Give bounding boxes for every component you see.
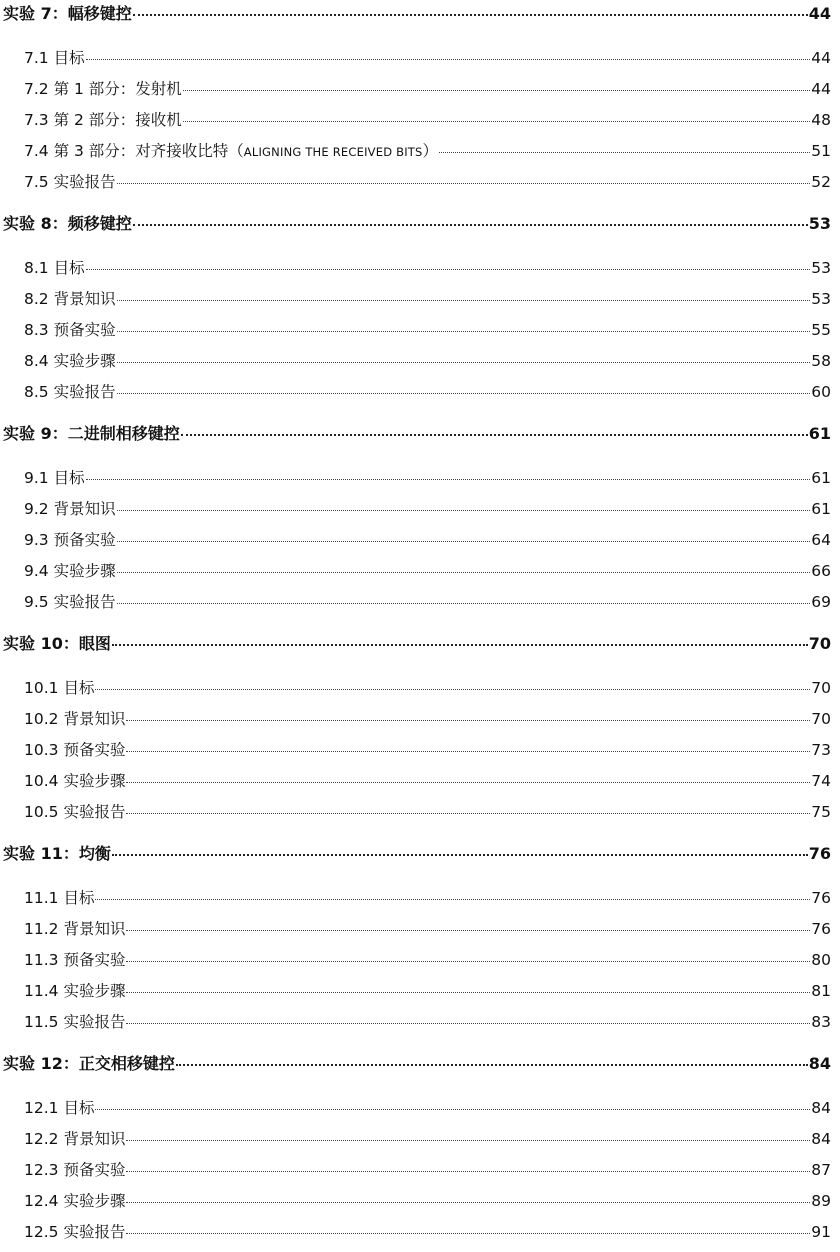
section-title: 12.1 目标 xyxy=(24,1099,95,1117)
section-entry[interactable] xyxy=(24,380,831,402)
dot-leader xyxy=(117,331,811,332)
section-title: 10.4 实验步骤 xyxy=(24,772,126,790)
page-number: 84 xyxy=(811,1099,831,1117)
section-entry[interactable] xyxy=(24,77,831,99)
dot-leader xyxy=(126,992,810,993)
section-title: 12.4 实验步骤 xyxy=(24,1192,126,1210)
page-number: 64 xyxy=(811,531,831,549)
section-entry[interactable] xyxy=(24,466,831,488)
page-number: 48 xyxy=(811,111,831,129)
dot-leader xyxy=(126,720,810,721)
chapter-title: 实验 8：频移键控 xyxy=(3,214,132,233)
section-title: 11.4 实验步骤 xyxy=(24,982,126,1000)
section-title: 9.2 背景知识 xyxy=(24,500,116,518)
chapter-entry[interactable] xyxy=(3,211,831,234)
page-number: 91 xyxy=(811,1223,831,1241)
section-entry[interactable] xyxy=(24,559,831,581)
chapter-title: 实验 9：二进制相移键控 xyxy=(3,424,180,443)
page-number: 89 xyxy=(811,1192,831,1210)
section-entry[interactable] xyxy=(24,1010,831,1032)
section-title: 9.3 预备实验 xyxy=(24,531,116,549)
section-title: 8.4 实验步骤 xyxy=(24,352,116,370)
section-entry[interactable] xyxy=(24,979,831,1001)
chapter-entry[interactable] xyxy=(3,421,831,444)
section-entry[interactable] xyxy=(24,46,831,68)
page-number: 75 xyxy=(811,803,831,821)
section-title: 7.3 第 2 部分：接收机 xyxy=(24,111,182,129)
section-entry[interactable] xyxy=(24,800,831,822)
chapter-title: 实验 12：正交相移键控 xyxy=(3,1054,175,1073)
page-number: 66 xyxy=(811,562,831,580)
section-entry[interactable] xyxy=(24,1127,831,1149)
dot-leader xyxy=(126,1171,810,1172)
section-title: 11.3 预备实验 xyxy=(24,951,126,969)
dot-leader xyxy=(126,1023,810,1024)
section-entry[interactable] xyxy=(24,287,831,309)
section-entry[interactable] xyxy=(24,1220,831,1242)
section-entry[interactable] xyxy=(24,948,831,970)
section-entry[interactable] xyxy=(24,108,831,130)
page-number: 44 xyxy=(811,80,831,98)
chapter-title: 实验 7：幅移键控 xyxy=(3,4,132,23)
section-title: 7.5 实验报告 xyxy=(24,173,116,191)
section-entry[interactable] xyxy=(24,738,831,760)
dot-leader xyxy=(117,541,811,542)
page-number: 51 xyxy=(811,142,831,160)
dot-leader xyxy=(183,90,810,91)
page-number: 69 xyxy=(811,593,831,611)
section-entry[interactable] xyxy=(24,528,831,550)
dot-leader xyxy=(183,121,810,122)
chapter-entry[interactable] xyxy=(3,1051,831,1074)
page-number: 83 xyxy=(811,1013,831,1031)
section-title: 12.2 背景知识 xyxy=(24,1130,126,1148)
page-number: 84 xyxy=(808,1054,831,1073)
dot-leader xyxy=(86,269,811,270)
page-number: 55 xyxy=(811,321,831,339)
section-entry[interactable] xyxy=(24,497,831,519)
page-number: 53 xyxy=(811,259,831,277)
page-number: 44 xyxy=(811,49,831,67)
dot-leader xyxy=(126,1233,810,1234)
chapter-entry[interactable] xyxy=(3,841,831,864)
section-title: 10.3 预备实验 xyxy=(24,741,126,759)
chapter-title: 实验 10：眼图 xyxy=(3,634,111,653)
dot-leader xyxy=(117,300,811,301)
page-number: 61 xyxy=(811,500,831,518)
section-entry[interactable] xyxy=(24,1158,831,1180)
page-number: 74 xyxy=(811,772,831,790)
section-entry[interactable] xyxy=(24,256,831,278)
page-number: 58 xyxy=(811,352,831,370)
page-number: 84 xyxy=(811,1130,831,1148)
section-title: 11.2 背景知识 xyxy=(24,920,126,938)
section-entry[interactable] xyxy=(24,318,831,340)
page-number: 76 xyxy=(811,889,831,907)
section-entry[interactable] xyxy=(24,707,831,729)
page-number: 61 xyxy=(808,424,831,443)
dot-leader xyxy=(95,899,810,900)
section-title: 12.5 实验报告 xyxy=(24,1223,126,1241)
section-entry[interactable] xyxy=(24,917,831,939)
section-title: 9.4 实验步骤 xyxy=(24,562,116,580)
dot-leader xyxy=(126,1140,810,1141)
page-number: 52 xyxy=(811,173,831,191)
section-entry[interactable] xyxy=(24,349,831,371)
dot-leader xyxy=(176,1064,808,1066)
page-number: 76 xyxy=(808,844,831,863)
dot-leader xyxy=(126,782,810,783)
dot-leader xyxy=(117,603,811,604)
page-number: 53 xyxy=(808,214,831,233)
page-number: 76 xyxy=(811,920,831,938)
chapter-entry[interactable] xyxy=(3,1,831,24)
section-title: 11.1 目标 xyxy=(24,889,95,907)
dot-leader xyxy=(117,183,811,184)
section-title: 8.3 预备实验 xyxy=(24,321,116,339)
page-number: 70 xyxy=(808,634,831,653)
section-entry[interactable] xyxy=(24,1189,831,1211)
dot-leader xyxy=(117,572,811,573)
section-title: 10.1 目标 xyxy=(24,679,95,697)
dot-leader xyxy=(126,930,810,931)
section-entry[interactable] xyxy=(24,886,831,908)
dot-leader xyxy=(439,152,810,153)
dot-leader xyxy=(86,59,811,60)
chapter-title: 实验 11：均衡 xyxy=(3,844,111,863)
section-entry[interactable] xyxy=(24,139,831,161)
page-number: 73 xyxy=(811,741,831,759)
section-title: 7.2 第 1 部分：发射机 xyxy=(24,80,182,98)
section-title: 8.1 目标 xyxy=(24,259,85,277)
page-number: 60 xyxy=(811,383,831,401)
page-number: 87 xyxy=(811,1161,831,1179)
dot-leader xyxy=(86,479,811,480)
section-title: 7.1 目标 xyxy=(24,49,85,67)
dot-leader xyxy=(117,362,811,363)
dot-leader xyxy=(181,434,808,436)
section-title: 10.2 背景知识 xyxy=(24,710,126,728)
dot-leader xyxy=(126,1202,810,1203)
dot-leader xyxy=(95,1109,810,1110)
dot-leader xyxy=(133,224,808,226)
page-number: 44 xyxy=(808,4,831,23)
section-title: 11.5 实验报告 xyxy=(24,1013,126,1031)
page-number: 70 xyxy=(811,710,831,728)
section-title: 8.2 背景知识 xyxy=(24,290,116,308)
section-title: 8.5 实验报告 xyxy=(24,383,116,401)
section-title: 7.4 第 3 部分：对齐接收比特（ALIGNING THE RECEIVED BITS） xyxy=(24,142,439,160)
section-entry[interactable] xyxy=(24,769,831,791)
page-number: 80 xyxy=(811,951,831,969)
dot-leader xyxy=(112,644,808,646)
dot-leader xyxy=(117,510,811,511)
section-title: 9.1 目标 xyxy=(24,469,85,487)
section-title: 12.3 预备实验 xyxy=(24,1161,126,1179)
dot-leader xyxy=(126,813,810,814)
dot-leader xyxy=(126,751,810,752)
section-entry[interactable] xyxy=(24,676,831,698)
section-title: 10.5 实验报告 xyxy=(24,803,126,821)
section-entry[interactable] xyxy=(24,170,831,192)
dot-leader xyxy=(95,689,810,690)
page-number: 61 xyxy=(811,469,831,487)
page-number: 53 xyxy=(811,290,831,308)
section-title: 9.5 实验报告 xyxy=(24,593,116,611)
dot-leader xyxy=(112,854,808,856)
dot-leader xyxy=(117,393,811,394)
section-entry[interactable] xyxy=(24,1096,831,1118)
page-number: 81 xyxy=(811,982,831,1000)
section-entry[interactable] xyxy=(24,590,831,612)
dot-leader xyxy=(133,14,808,16)
page-number: 70 xyxy=(811,679,831,697)
dot-leader xyxy=(126,961,810,962)
chapter-entry[interactable] xyxy=(3,631,831,654)
